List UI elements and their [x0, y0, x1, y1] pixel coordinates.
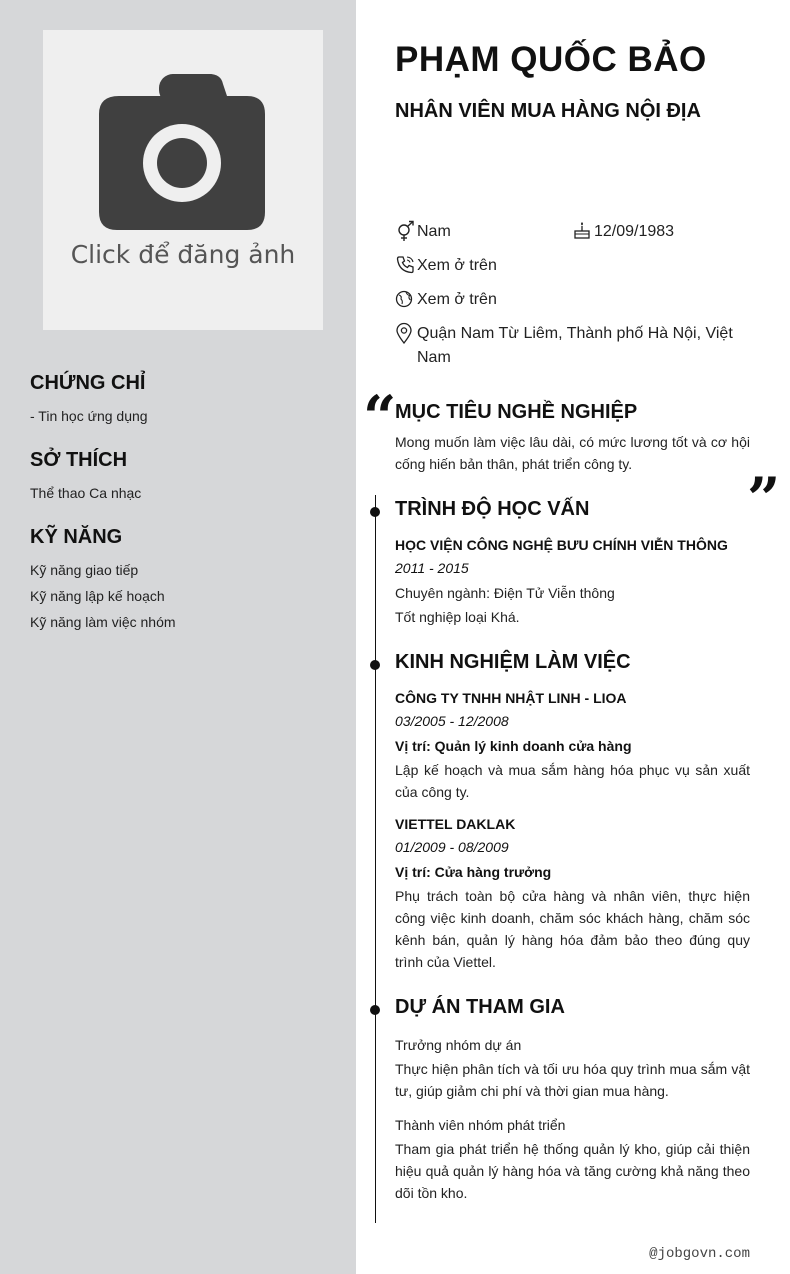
education-grade: Tốt nghiệp loại Khá. — [395, 609, 520, 625]
skill-item: Kỹ năng làm việc nhóm — [30, 614, 176, 630]
projects-title: DỰ ÁN THAM GIA — [395, 996, 565, 1018]
phone-value: Xem ở trên — [417, 257, 497, 274]
birthday-row — [572, 220, 674, 244]
education-major: Chuyên ngành: Điện Tử Viễn thông — [395, 585, 615, 601]
school-name: HỌC VIỆN CÔNG NGHỆ BƯU CHÍNH VIỄN THÔNG — [395, 537, 728, 553]
certificates-title: CHỨNG CHỈ — [30, 372, 146, 394]
website-row — [395, 288, 497, 312]
job-role: Vị trí: Quản lý kinh doanh cửa hàng — [395, 738, 632, 754]
job-title: NHÂN VIÊN MUA HÀNG NỘI ĐỊA — [395, 100, 701, 122]
certificate-item: - Tin học ứng dụng — [30, 408, 148, 424]
sidebar — [0, 0, 356, 1274]
birthday-value: 12/09/1983 — [594, 223, 675, 240]
job-period: 03/2005 - 12/2008 — [395, 713, 509, 729]
gender-icon — [395, 220, 417, 242]
open-quote-icon: “ — [363, 383, 397, 451]
timeline-dot — [370, 660, 380, 670]
website-value: Xem ở trên — [417, 291, 497, 308]
project-role: Thành viên nhóm phát triển — [395, 1117, 566, 1133]
job-description: Phụ trách toàn bộ cửa hàng và nhân viên, thực hiện công việc kinh doanh, chăm sóc khách hàng, chăm sóc kênh bán, quản lý hàng hóa đảm bảo theo đúng quy trình của Viettel. — [395, 888, 750, 970]
skill-item: Kỹ năng giao tiếp — [30, 562, 139, 578]
timeline-dot — [370, 507, 380, 517]
hobbies-title: SỞ THÍCH — [30, 449, 128, 471]
education-title: TRÌNH ĐỘ HỌC VẤN — [395, 498, 590, 520]
photo-upload-label: Click để đăng ảnh — [70, 240, 296, 269]
skills-section — [30, 526, 330, 635]
timeline-dot — [370, 1005, 380, 1015]
company-name: VIETTEL DAKLAK — [395, 816, 516, 832]
phone-icon — [395, 254, 417, 276]
hobbies-section — [30, 449, 330, 506]
hobby-item: Thể thao Ca nhạc — [30, 485, 142, 501]
skill-item: Kỹ năng lập kế hoạch — [30, 588, 165, 604]
camera-icon — [99, 74, 267, 230]
objective-title: MỤC TIÊU NGHỀ NGHIỆP — [395, 401, 638, 423]
watermark: @jobgovn.com — [649, 1246, 750, 1262]
job-period: 01/2009 - 08/2009 — [395, 839, 509, 855]
job-role: Vị trí: Cửa hàng trưởng — [395, 864, 552, 880]
project-role: Trưởng nhóm dự án — [395, 1037, 522, 1053]
globe-icon — [395, 288, 417, 310]
experience-title: KINH NGHIỆM LÀM VIỆC — [395, 651, 631, 673]
close-quote-icon: ” — [747, 465, 781, 533]
address-row — [395, 322, 735, 370]
project-description: Tham gia phát triển hệ thống quản lý kho, giúp cải thiện hiệu quả quản lý hàng hóa và tăng cường khả năng theo dõi tồn kho. — [395, 1141, 750, 1201]
certificates-section — [30, 372, 330, 429]
job-description: Lập kế hoạch và mua sắm hàng hóa phục vụ sản xuất của công ty. — [395, 762, 750, 800]
phone-row — [395, 254, 497, 278]
gender-row — [395, 220, 451, 244]
location-pin-icon — [395, 322, 417, 344]
skills-title: KỸ NĂNG — [30, 526, 123, 548]
company-name: CÔNG TY TNHH NHẬT LINH - LIOA — [395, 690, 627, 706]
gender-value: Nam — [417, 223, 451, 240]
candidate-name: PHẠM QUỐC BẢO — [395, 40, 707, 79]
objective-text: Mong muốn làm việc lâu dài, có mức lương tốt và cơ hội cống hiến bản thân, phát triển công ty. — [395, 434, 750, 472]
photo-upload[interactable] — [43, 30, 323, 330]
education-period: 2011 - 2015 — [395, 560, 469, 576]
address-value: Quận Nam Từ Liêm, Thành phố Hà Nội, Việt Nam — [417, 325, 733, 366]
project-description: Thực hiện phân tích và tối ưu hóa quy trình mua sắm vật tư, giúp giảm chi phí và thời gian mua hàng. — [395, 1061, 750, 1099]
cake-icon — [572, 220, 594, 242]
timeline-line — [375, 495, 376, 1223]
